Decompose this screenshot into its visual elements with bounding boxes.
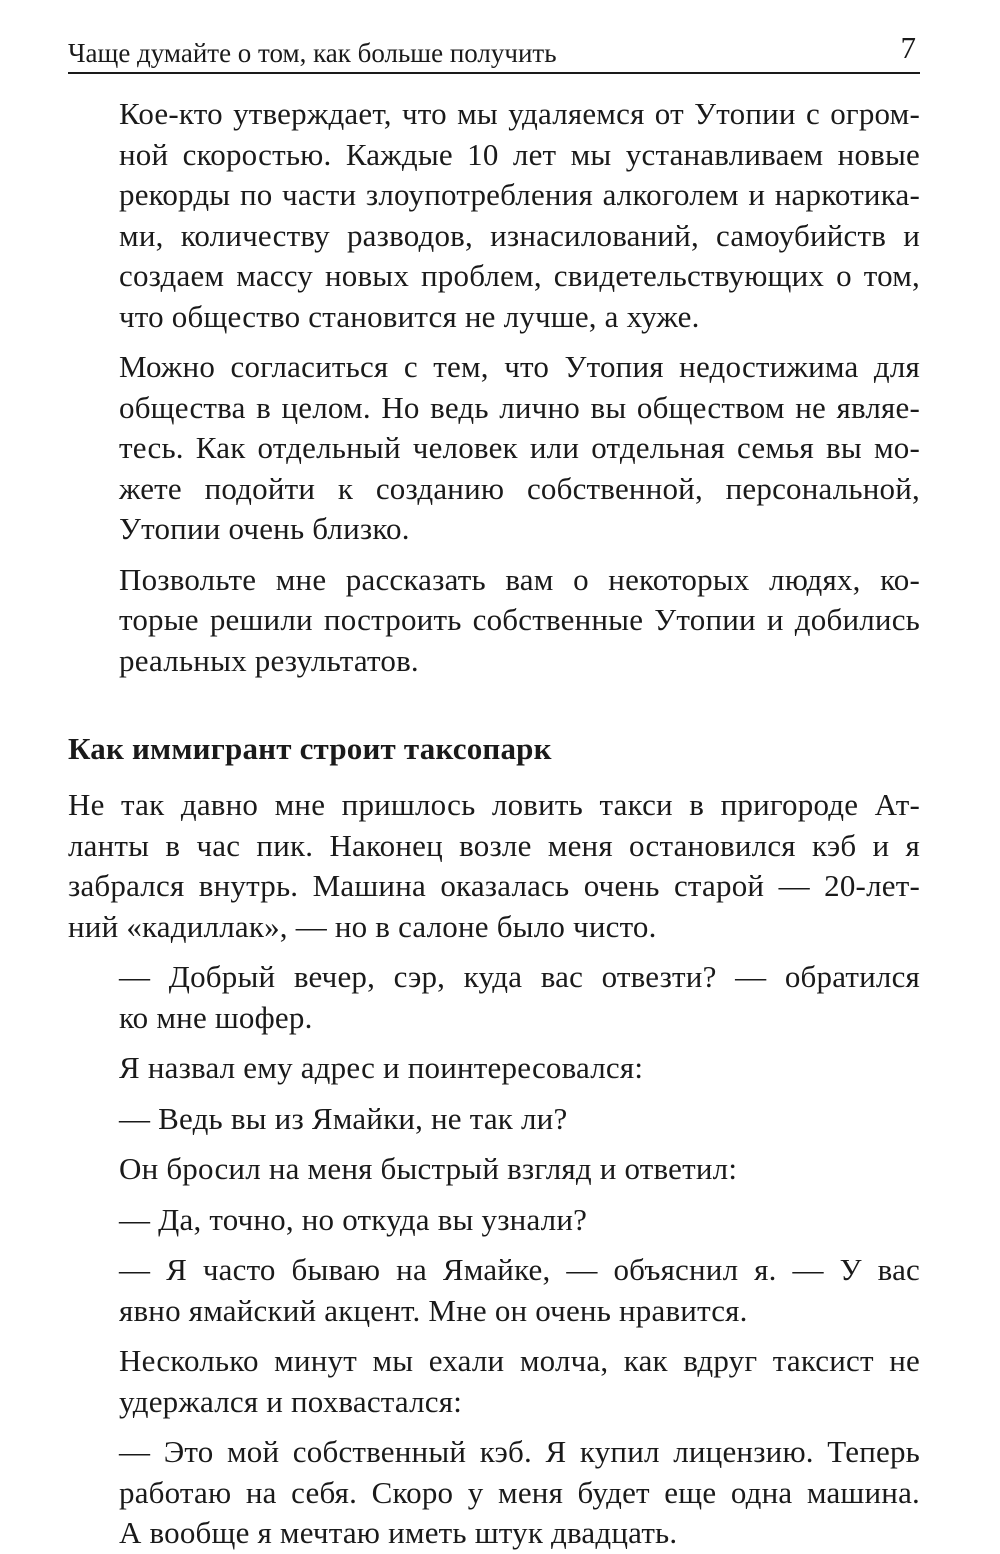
dialogue-paragraph: [68, 1099, 920, 1140]
text-line: Несколько минут мы ехали молча, как вдруг таксист не: [119, 1343, 920, 1378]
text-line: Можно согласиться с тем, что Утопия недостижима для: [119, 349, 920, 384]
text-line: — Добрый вечер, сэр, куда вас отвезти? — обратился: [119, 959, 920, 994]
text-line: ной скоростью. Каждые 10 лет мы устанавливаем новые: [119, 136, 920, 172]
text-line: забрался внутрь. Машина оказалась очень старой — 20-лет-: [68, 868, 920, 903]
text-line: ланты в час пик. Наконец возле меня остановился кэб и я: [68, 827, 920, 863]
text-line: торые решили построить собственные Утопии и добились: [119, 602, 920, 637]
dialogue-paragraph: [68, 957, 920, 1038]
paragraph: [68, 1149, 920, 1190]
text-line: жете подойти к созданию собственной, персональной,: [119, 470, 920, 506]
paragraph: [68, 1048, 920, 1089]
running-head-title: Чаще думайте о том, как больше получить: [68, 38, 557, 68]
running-head: [68, 30, 920, 74]
text-line: Позвольте мне рассказать вам о некоторых людях, ко-: [119, 561, 920, 597]
dialogue-paragraph: [68, 1250, 920, 1331]
text-line: реальных результатов.: [119, 642, 419, 678]
text-line: Он бросил на меня быстрый взгляд и ответил:: [119, 1151, 738, 1186]
text-line: явно ямайский акцент. Мне он очень нравится.: [119, 1292, 748, 1328]
text-line: работаю на себя. Скоро у меня будет еще одна машина.: [119, 1474, 920, 1510]
body-text: [68, 94, 920, 1554]
text-line: Не так давно мне пришлось ловить такси в пригороде Ат-: [68, 787, 920, 822]
text-line: что общество становится не лучше, а хуже.: [119, 298, 700, 334]
text-line: удержался и похвастался:: [119, 1383, 463, 1419]
page-number: 7: [900, 30, 916, 65]
paragraph: [68, 560, 920, 682]
paragraph: [68, 94, 920, 337]
text-line: — Я часто бываю на Ямайке, — объяснил я. — У вас: [119, 1252, 920, 1287]
text-line: общества в целом. Но ведь лично вы обществом не являе-: [119, 389, 920, 425]
text-line: рекорды по части злоупотребления алкоголем и наркотика-: [119, 177, 920, 212]
dialogue-paragraph: [68, 1200, 920, 1241]
text-line: — Это мой собственный кэб. Я купил лицензию. Теперь: [119, 1434, 920, 1469]
dialogue-paragraph: [68, 1432, 920, 1554]
text-line: ко мне шофер.: [119, 999, 313, 1035]
text-line: ми, количеству разводов, изнасилований, самоубийств и: [119, 217, 920, 253]
text-line: ний «кадиллак», — но в салоне было чисто.: [68, 908, 657, 944]
section-heading: Как иммигрант строит таксопарк: [68, 731, 552, 766]
text-line: Утопии очень близко.: [119, 511, 410, 546]
text-line: тесь. Как отдельный человек или отдельная семья вы мо-: [119, 430, 920, 465]
paragraph: [68, 785, 920, 947]
text-line: — Да, точно, но откуда вы узнали?: [119, 1201, 588, 1237]
text-line: создаем массу новых проблем, свидетельствующих о том,: [119, 258, 920, 293]
text-line: — Ведь вы из Ямайки, не так ли?: [119, 1100, 568, 1136]
paragraph: [68, 1341, 920, 1422]
text-line: Я назвал ему адрес и поинтересовался:: [119, 1050, 644, 1085]
text-line: Кое-кто утверждает, что мы удаляемся от Утопии с огром-: [119, 96, 920, 131]
text-line: А вообще я мечтаю иметь штук двадцать.: [119, 1515, 678, 1550]
paragraph: [68, 347, 920, 550]
